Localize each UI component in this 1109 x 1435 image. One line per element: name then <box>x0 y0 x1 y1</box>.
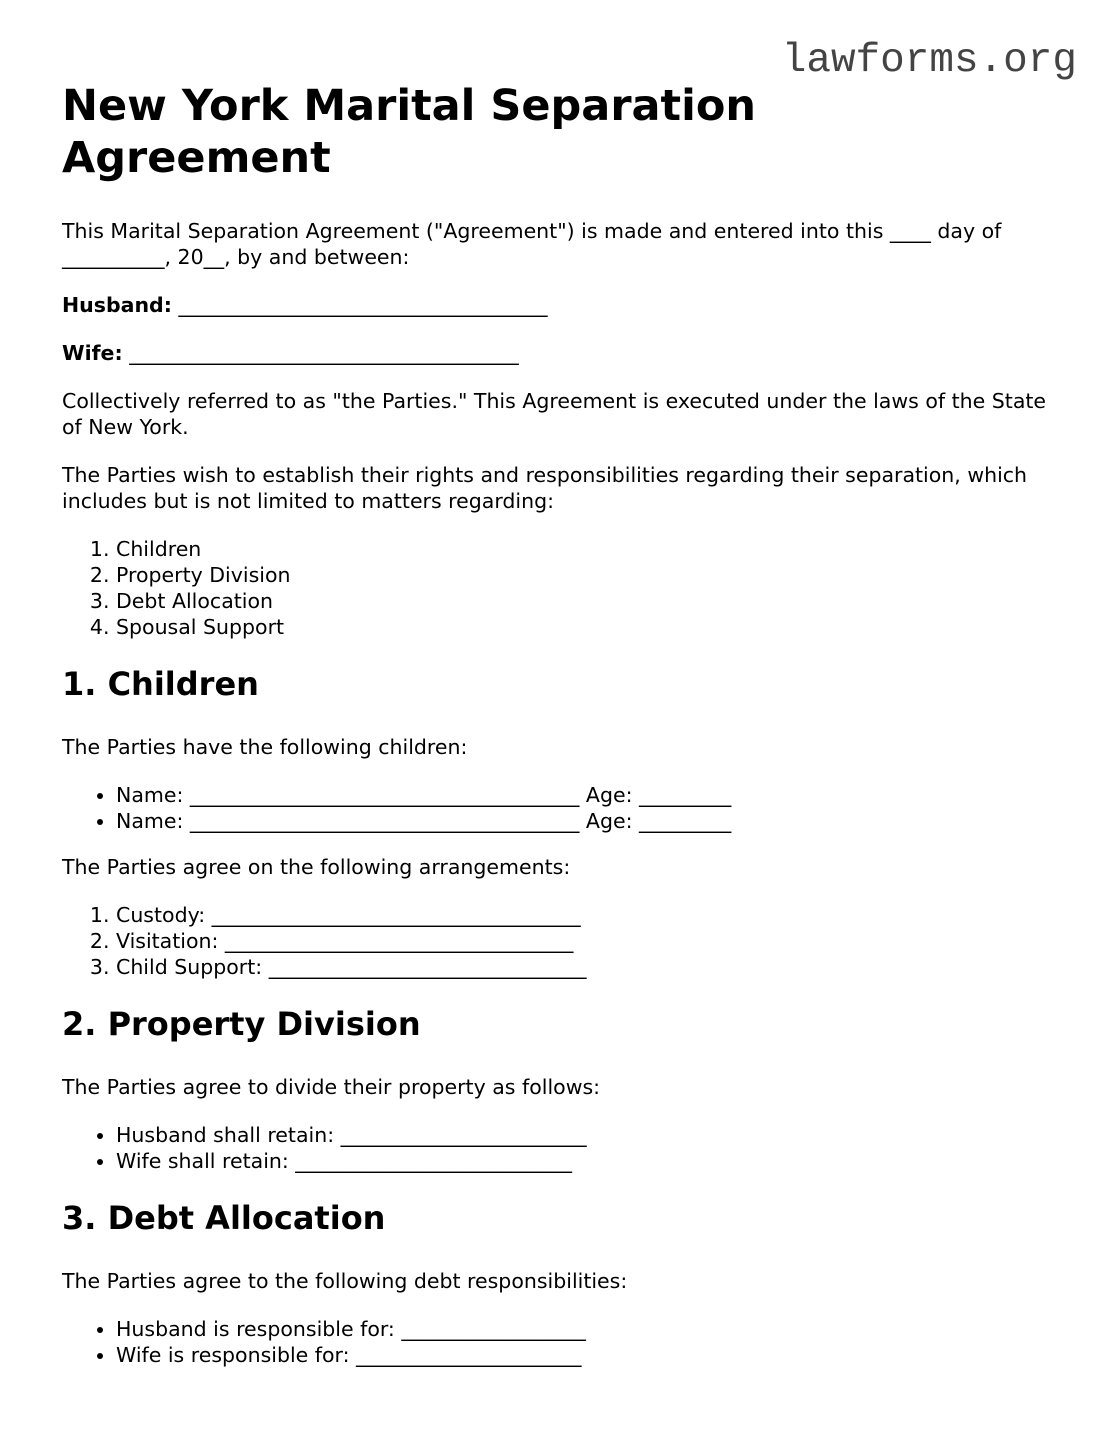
list-item: • Name: ______________________________________ Age: _________ <box>116 808 1052 834</box>
wife-field <box>62 340 1052 366</box>
list-item: • Wife is responsible for: ______________________ <box>116 1342 1052 1368</box>
list-item: • Name: ______________________________________ Age: _________ <box>116 782 1052 808</box>
document-title: New York Marital Separation Agreement <box>62 81 756 183</box>
matters-list <box>62 536 1052 640</box>
children-intro: The Parties have the following children: <box>62 735 468 759</box>
intro-paragraph: This Marital Separation Agreement ("Agreement") is made and entered into this ____ day of __________, 20__, by and between: <box>62 219 1002 269</box>
watermark: lawforms.org <box>781 38 1077 84</box>
section-heading-children: 1. Children <box>62 665 259 703</box>
property-intro: The Parties agree to divide their property as follows: <box>62 1075 601 1099</box>
husband-field <box>62 292 1052 318</box>
list-item: 4. Spousal Support <box>116 614 1052 640</box>
debt-list <box>62 1316 1052 1368</box>
list-item: 1. Children <box>116 536 1052 562</box>
list-item: 2. Property Division <box>116 562 1052 588</box>
list-item: 3. Child Support: _______________________________ <box>116 954 1052 980</box>
list-item: • Wife shall retain: ___________________________ <box>116 1148 1052 1174</box>
list-item: 2. Visitation: __________________________________ <box>116 928 1052 954</box>
section-heading-property: 2. Property Division <box>62 1005 421 1043</box>
parties-paragraph: Collectively referred to as "the Parties." This Agreement is executed under the laws of the State of New York. <box>62 389 1047 439</box>
purpose-paragraph: The Parties wish to establish their rights and responsibilities regarding their separation, which includes but is not limited to matters regarding: <box>62 463 1028 513</box>
list-item: 1. Custody: ____________________________________ <box>116 902 1052 928</box>
wife-blank: ______________________________________ <box>129 341 519 365</box>
document-page <box>62 80 1052 1388</box>
list-item: • Husband shall retain: ________________________ <box>116 1122 1052 1148</box>
arrangements-list <box>62 902 1052 980</box>
husband-label: Husband: <box>62 293 172 317</box>
section-heading-debt: 3. Debt Allocation <box>62 1199 386 1237</box>
list-item: • Husband is responsible for: __________________ <box>116 1316 1052 1342</box>
list-item: 3. Debt Allocation <box>116 588 1052 614</box>
property-list <box>62 1122 1052 1174</box>
arrangements-intro: The Parties agree on the following arrangements: <box>62 855 571 879</box>
children-list <box>62 782 1052 834</box>
debt-intro: The Parties agree to the following debt responsibilities: <box>62 1269 628 1293</box>
wife-label: Wife: <box>62 341 123 365</box>
husband-blank: ____________________________________ <box>178 293 548 317</box>
